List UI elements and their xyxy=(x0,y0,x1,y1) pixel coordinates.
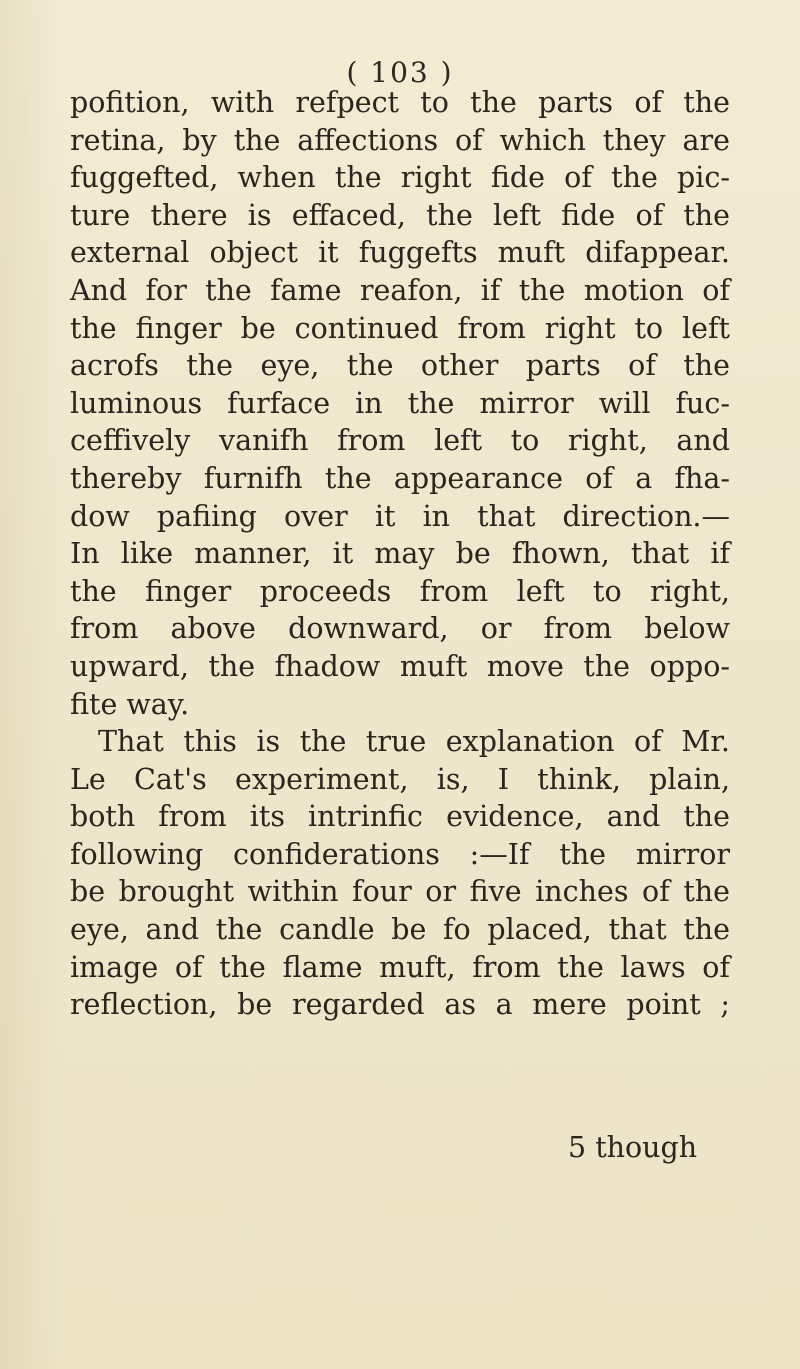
text-line: both from its intrinfic evidence, and the xyxy=(70,800,730,834)
text-line: following confiderations :—If the mirror xyxy=(70,837,730,871)
text-line: That this is the true explanation of Mr. xyxy=(98,725,730,759)
catchword: 5 though xyxy=(568,1131,698,1164)
text-line: the finger be continued from right to left xyxy=(70,311,730,345)
text-line: eye, and the candle be fo placed, that the xyxy=(70,913,730,947)
page-number: ( 103 ) xyxy=(346,56,454,89)
text-line: external object it fuggefts muft difappear. xyxy=(70,236,730,270)
text-line: image of the flame muft, from the laws of xyxy=(70,950,730,984)
text-line: from above downward, or from below xyxy=(70,612,730,646)
text-line: retina, by the affections of which they are xyxy=(70,123,730,157)
text-line: ture there is effaced, the left fide of the xyxy=(70,198,730,232)
text-line: be brought within four or five inches of the xyxy=(70,875,730,909)
text-line: acrofs the eye, the other parts of the xyxy=(70,349,730,383)
text-line: pofition, with refpect to the parts of the xyxy=(70,86,730,119)
text-line: reflection, be regarded as a mere point ; xyxy=(70,988,730,1022)
text-line: Le Cat's experiment, is, I think, plain, xyxy=(70,762,730,796)
text-line: upward, the fhadow muft move the oppo- xyxy=(70,649,730,683)
text-line: fite way. xyxy=(70,687,190,721)
text-line: In like manner, it may be fhown, that if xyxy=(70,537,730,571)
text-line: the finger proceeds from left to right, xyxy=(70,574,730,608)
text-line: thereby furnifh the appearance of a fha- xyxy=(70,461,730,495)
text-line: ceffively vanifh from left to right, and xyxy=(70,424,730,458)
text-line: And for the fame reafon, if the motion of xyxy=(70,273,730,307)
text-line: dow pafiing over it in that direction.— xyxy=(70,499,730,533)
text-line: fuggefted, when the right fide of the pic- xyxy=(70,161,730,195)
body-text xyxy=(70,84,730,1024)
text-line: luminous furface in the mirror will fuc- xyxy=(70,386,730,420)
